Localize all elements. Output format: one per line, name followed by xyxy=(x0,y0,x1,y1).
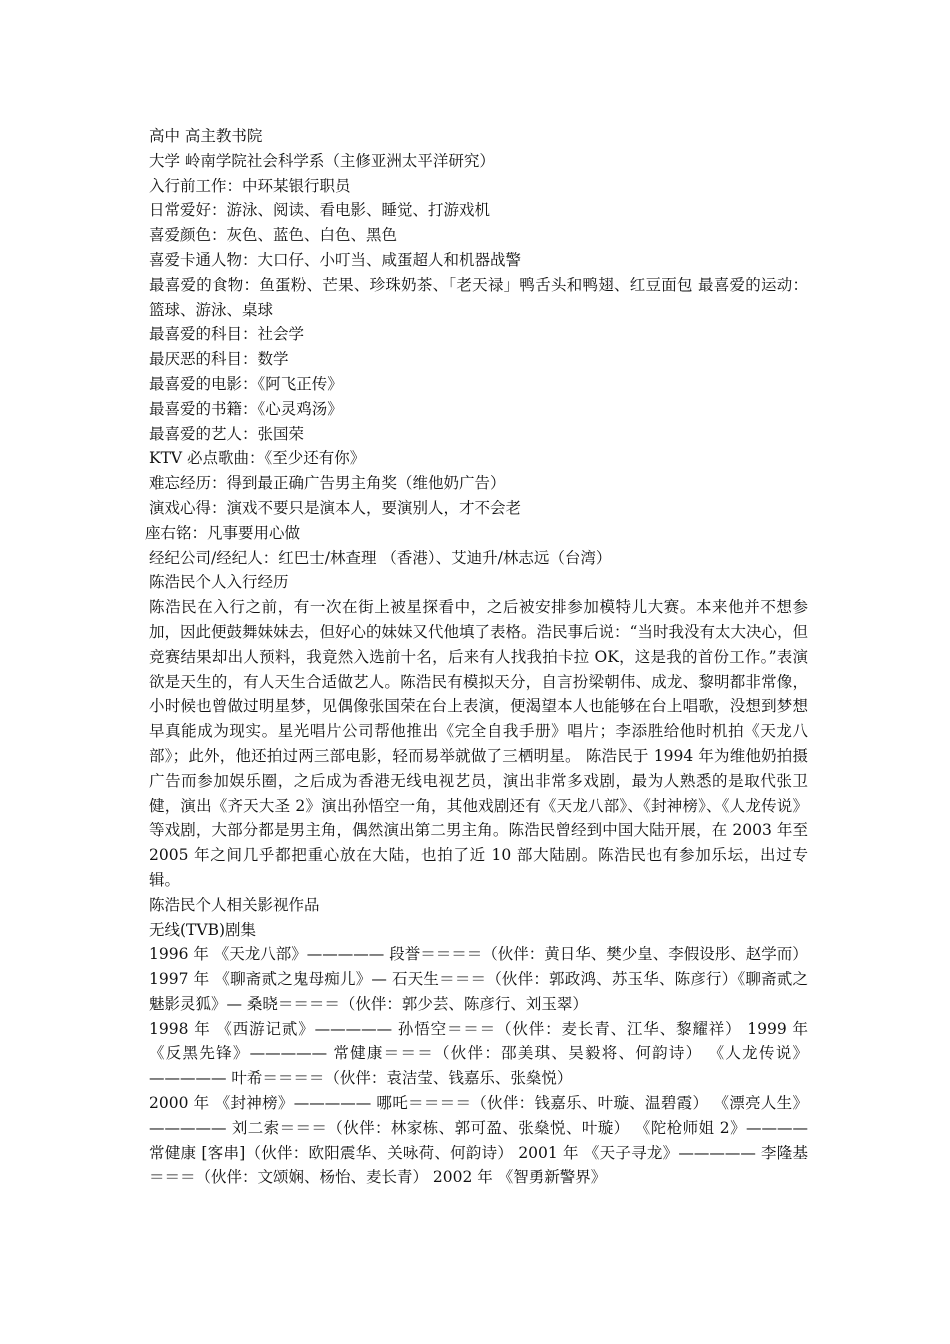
profile-fav-artist: 最喜爱的艺人：张国荣 xyxy=(149,424,305,443)
career-paragraph: 陈浩民在入行之前，有一次在街上被星探看中，之后被安排参加模特儿大赛。本来他并不想参加，因此便鼓舞妹妹去，但好心的妹妹又代他填了表格。浩民事后说：“当时我没有太大决心，但竞赛结果却出人预料，我竟然入选前十名，后来有人找我拍卡拉 OK，这是我的首份工作。”表演欲是天生的，有人天生合适做艺人。陈浩民有模拟天分，自言扮梁朝伟、成龙、黎明都非常像，小时候也曾做过明星梦，见偶像张国荣在台上表演，便渴望本人也能够在台上唱歌，没想到梦想早真能成为现实。星光唱片公司帮他推出《完全自我手册》唱片；李添胜给他时机拍《天龙八部》；此外，他还拍过两三部电影，轻而易举就做了三栖明星。 陈浩民于 1994 年为维他奶拍摄广告而参加娱乐圈，之后成为香港无线电视艺员，演出非常多戏剧，最为人熟悉的是取代张卫健，演出《齐天大圣 2》演出孙悟空一角，其他戏剧还有《天龙八部》、《封神榜》、《人龙传说》等戏剧，大部分都是男主角，偶然演出第二男主角。陈浩民曾经到中国大陆开展，在 2003 年至 2005 年之间几乎都把重心放在大陆，也拍了近 10 部大陆剧。陈浩民也有参加乐坛，出过专辑。 xyxy=(149,598,808,889)
profile-ktv-song: KTV 必点歌曲：《至少还有你》 xyxy=(149,449,366,468)
profile-hobbies: 日常爱好：游泳、阅读、看电影、睡觉、打游戏机 xyxy=(149,201,491,220)
profile-acting-insight: 演戏心得：演戏不要只是演本人，要演别人，才不会老 xyxy=(149,498,522,517)
works-heading: 陈浩民个人相关影视作品 xyxy=(149,895,320,914)
profile-hated-subject: 最厌恶的科目：数学 xyxy=(149,350,289,369)
profile-fav-book: 最喜爱的书籍：《心灵鸡汤》 xyxy=(149,399,343,418)
profile-fav-subject: 最喜爱的科目：社会学 xyxy=(149,325,305,344)
career-heading: 陈浩民个人入行经历 xyxy=(149,573,289,592)
profile-fav-movie: 最喜爱的电影：《阿飞正传》 xyxy=(149,374,343,393)
works-entry-1997: 1997 年 《聊斋贰之鬼母痴儿》— 石天生＝＝＝（伙伴：郭政鸿、苏玉华、陈彦行）《聊斋贰之魅影灵狐》— 桑晓＝＝＝＝（伙伴：郭少芸、陈彦行、刘玉翠） xyxy=(149,970,808,1013)
profile-food-sports: 最喜爱的食物：鱼蛋粉、芒果、珍珠奶茶、「老天禄」鸭舌头和鸭翅、红豆面包 最喜爱的运动：篮球、游泳、桌球 xyxy=(149,275,808,319)
profile-school: 高中 高主教书院 xyxy=(149,127,263,145)
works-entry-1998-1999: 1998 年 《西游记贰》————— 孙悟空＝＝＝（伙伴：麦长青、江华、黎耀祥） 1999 年 《反黑先锋》————— 常健康＝＝＝（伙伴：邵美琪、吴毅将、何韵诗） 《人龙传说》————— 叶希＝＝＝＝（伙伴：袁洁莹、钱嘉乐、张燊悦） xyxy=(149,1019,808,1088)
profile-agency: 经纪公司/经纪人：红巴士/林查理 （香港）、艾迪升/林志远（台湾） xyxy=(149,548,612,567)
document-page xyxy=(145,124,808,1190)
profile-motto: 座右铭：凡事要用心做 xyxy=(145,523,301,542)
tvb-heading: 无线(TVB)剧集 xyxy=(149,920,257,939)
profile-university: 大学 岭南学院社会科学系（主修亚洲太平洋研究） xyxy=(149,151,495,170)
profile-cartoons: 喜爱卡通人物：大口仔、小叮当、咸蛋超人和机器战警 xyxy=(149,250,522,269)
profile-colors: 喜爱颜色：灰色、蓝色、白色、黑色 xyxy=(149,226,398,245)
profile-memorable: 难忘经历：得到最正确广告男主角奖（维他奶广告） xyxy=(149,474,506,493)
profile-previous-job: 入行前工作：中环某银行职员 xyxy=(149,176,351,195)
works-entry-2000-2002: 2000 年 《封神榜》————— 哪吒＝＝＝＝（伙伴：钱嘉乐、叶璇、温碧霞） 《漂亮人生》————— 刘二索＝＝＝（伙伴：林家栋、郭可盈、张燊悦、叶璇） 《陀枪师姐 2》———— 常健康 [客串]（伙伴：欧阳震华、关咏荷、何韵诗） 2001 年 《天子寻龙》————— 李隆基＝＝＝（伙伴：文颂娴、杨怡、麦长青） 2002 年 《智勇新警界》 xyxy=(149,1094,808,1187)
works-entry-1996: 1996 年 《天龙八部》————— 段誉＝＝＝＝（伙伴：黄日华、樊少皇、李假设彤、赵学而） xyxy=(149,945,808,964)
